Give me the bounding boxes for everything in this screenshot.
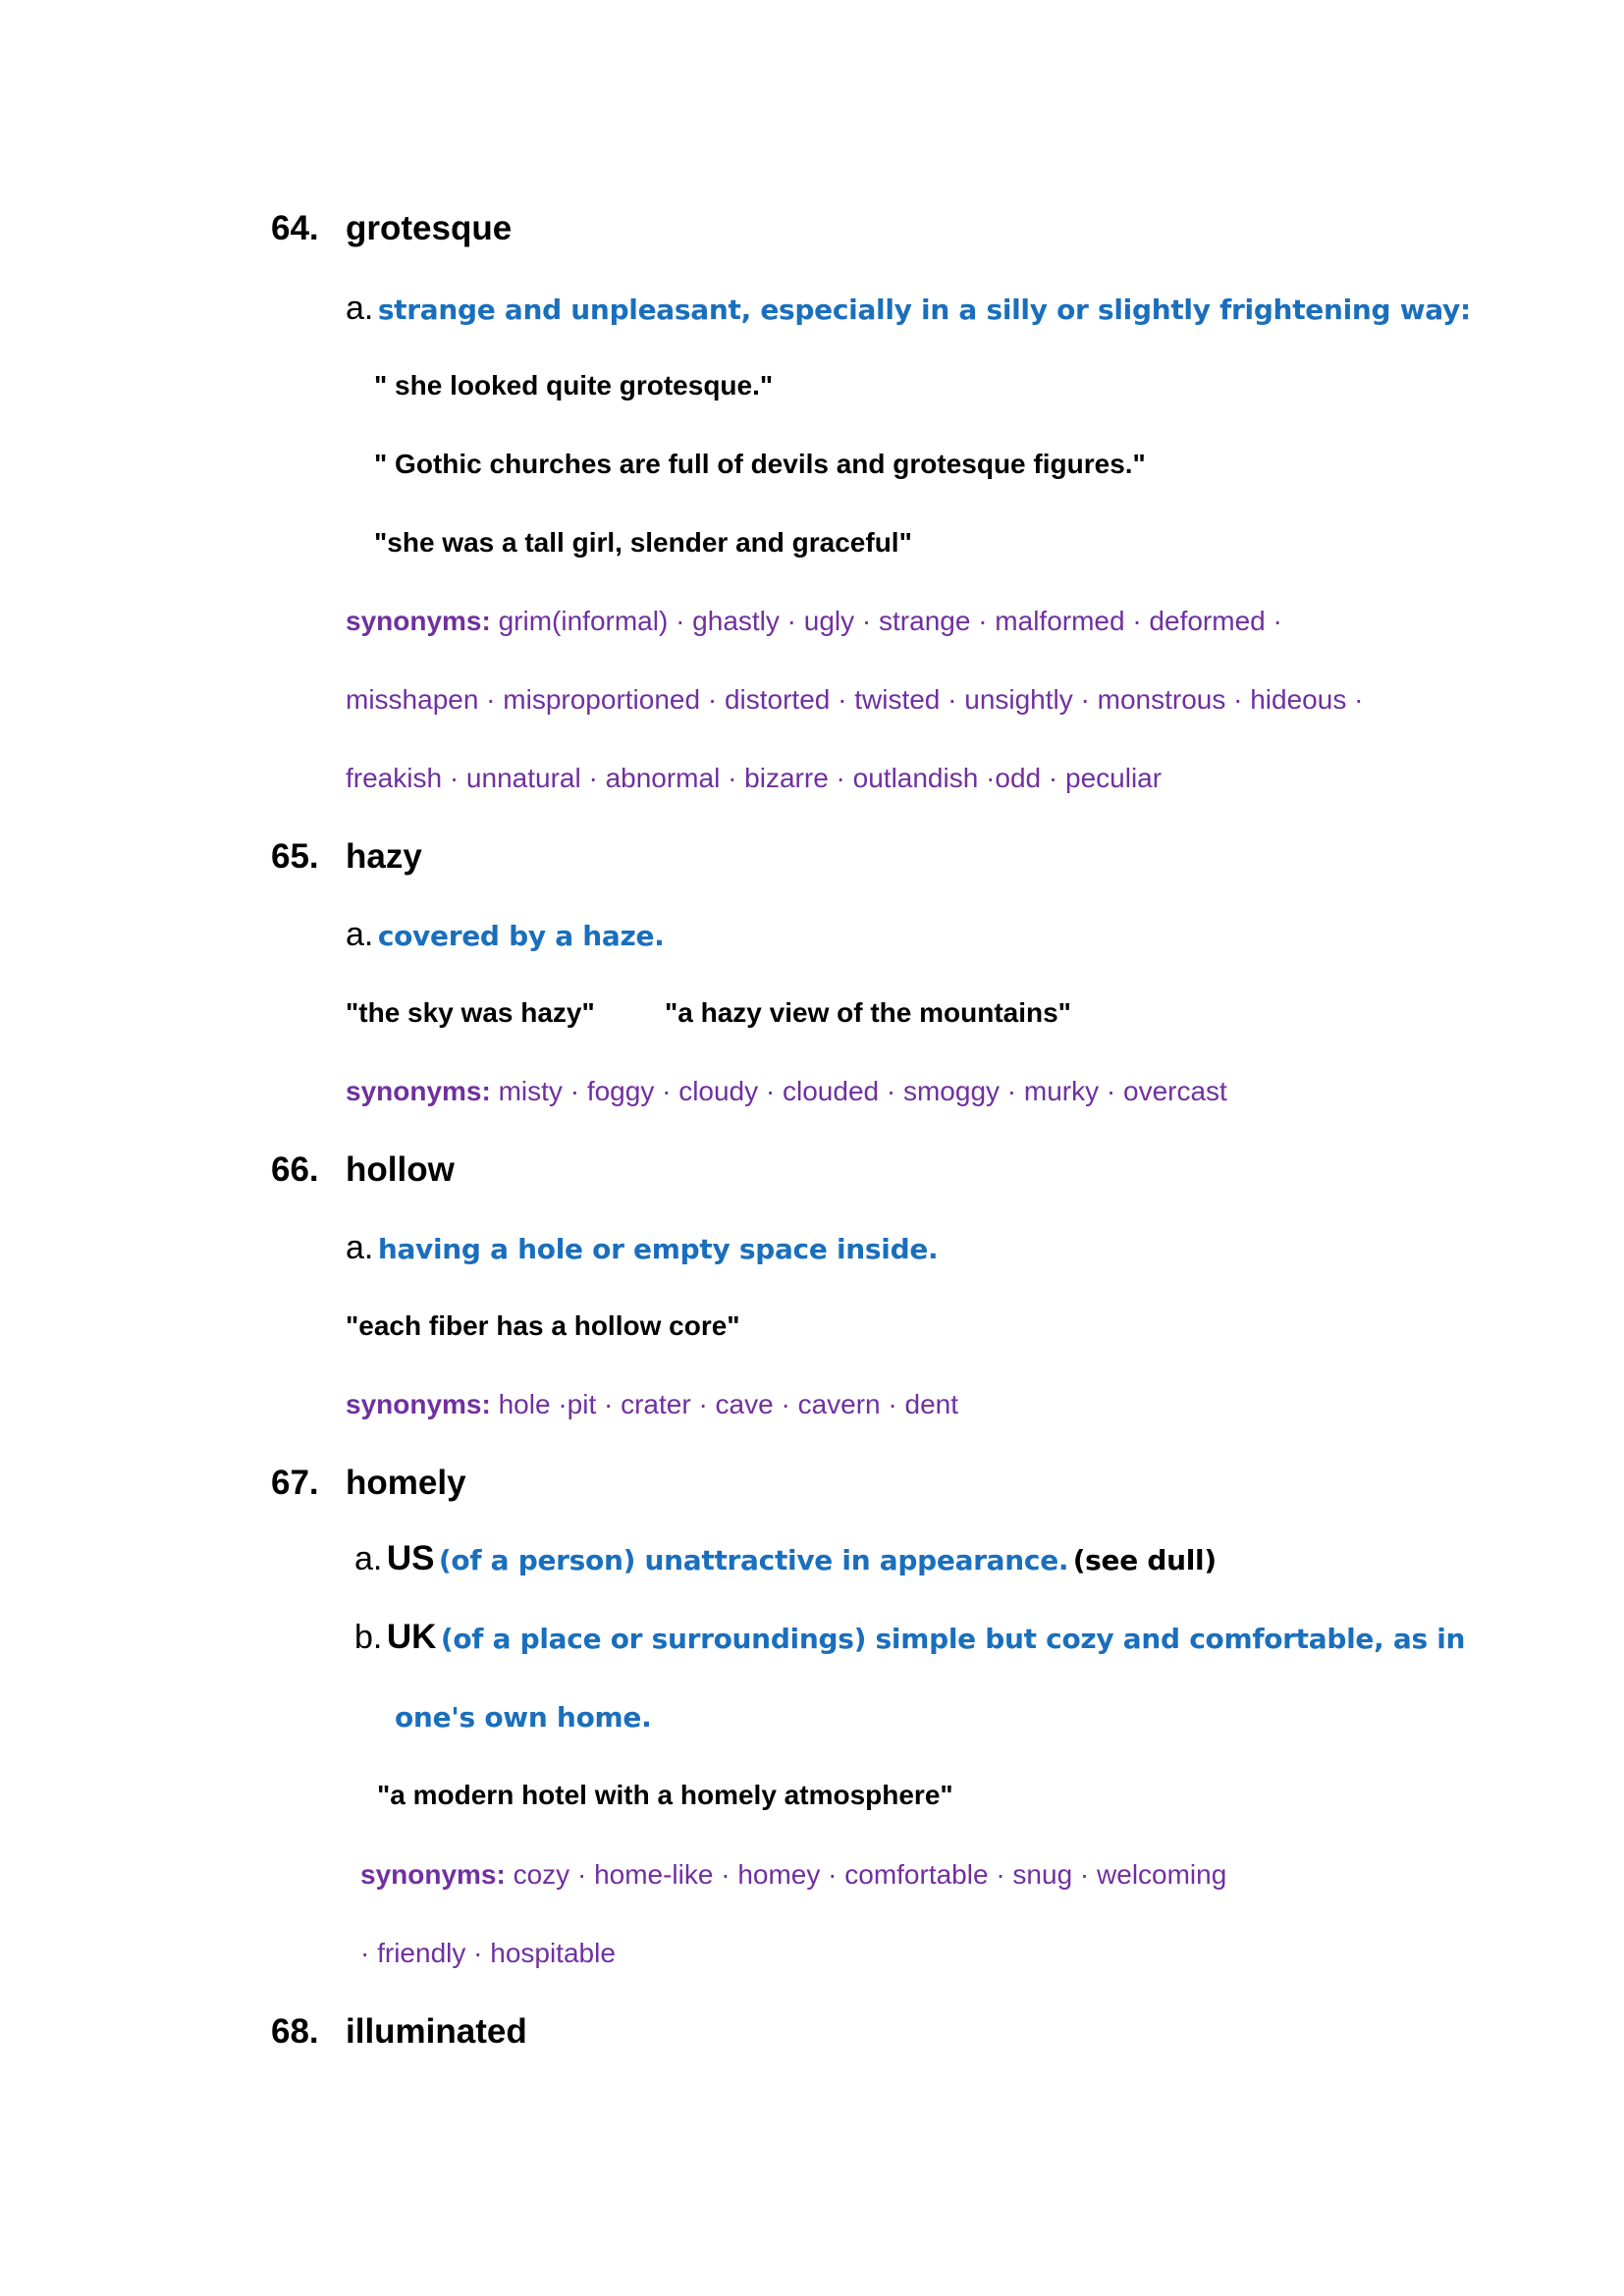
sense-letter: a. xyxy=(346,290,374,327)
entry-word: illuminated xyxy=(346,2012,527,2051)
entry-word: hazy xyxy=(346,837,422,876)
example: "a hazy view of the mountains" xyxy=(665,997,1071,1028)
example: "the sky was hazy" xyxy=(346,997,595,1028)
sense-letter: a. xyxy=(346,916,374,953)
entry-number: 68. xyxy=(271,2012,319,2051)
definition-note: (see dull) xyxy=(1072,1544,1217,1576)
entry-word: hollow xyxy=(346,1150,455,1189)
definition: (of a person) unattractive in appearance. xyxy=(438,1544,1069,1576)
synonyms-line xyxy=(360,1859,1226,1891)
entry-number: 66. xyxy=(271,1150,319,1189)
synonyms-label: synonyms: xyxy=(346,1076,491,1106)
region-label: US xyxy=(386,1539,435,1577)
sense-line xyxy=(346,916,665,954)
definition: having a hole or empty space inside. xyxy=(377,1233,939,1265)
synonyms-text: cozy · home-like · homey · comfortable · snug · welcoming xyxy=(513,1859,1227,1890)
definition: covered by a haze. xyxy=(377,920,665,952)
example: " Gothic churches are full of devils and grotesque figures." xyxy=(374,449,1146,479)
synonyms-text: freakish · unnatural · abnormal · bizarre · outlandish ·odd · peculiar xyxy=(346,763,1163,793)
synonyms-line xyxy=(346,1076,1227,1107)
entry-number: 67. xyxy=(271,1464,319,1502)
synonyms-text: · friendly · hospitable xyxy=(360,1938,616,1968)
sense-line xyxy=(354,1618,1465,1657)
definition: one's own home. xyxy=(395,1701,652,1734)
sense-line xyxy=(346,290,1471,328)
sense-letter: a. xyxy=(354,1540,383,1577)
example: "each fiber has a hollow core" xyxy=(346,1310,740,1341)
synonyms-label: synonyms: xyxy=(360,1859,506,1890)
region-label: UK xyxy=(386,1618,437,1656)
sense-line xyxy=(346,1229,938,1267)
entry-word: grotesque xyxy=(346,209,513,247)
synonyms-text: misty · foggy · cloudy · clouded · smoggy · murky · overcast xyxy=(498,1076,1227,1106)
entry-word: homely xyxy=(346,1464,466,1502)
synonyms-line xyxy=(346,606,1282,637)
synonyms-text: grim(informal) · ghastly · ugly · strange · malformed · deformed · xyxy=(498,606,1282,636)
definition: (of a place or surroundings) simple but cozy and comfortable, as in xyxy=(440,1623,1466,1655)
example: " she looked quite grotesque." xyxy=(374,370,774,400)
sense-letter: b. xyxy=(354,1619,383,1656)
sense-line xyxy=(354,1539,1217,1578)
example: "she was a tall girl, slender and graceful" xyxy=(374,527,912,558)
sense-letter: a. xyxy=(346,1229,374,1266)
definition: strange and unpleasant, especially in a silly or slightly frightening way: xyxy=(377,294,1471,326)
synonyms-text: hole ·pit · crater · cave · cavern · dent xyxy=(498,1389,959,1419)
entry-number: 65. xyxy=(271,837,319,876)
entry-number: 64. xyxy=(271,209,319,247)
synonyms-line xyxy=(346,1389,958,1420)
synonyms-label: synonyms: xyxy=(346,606,491,636)
synonyms-label: synonyms: xyxy=(346,1389,491,1419)
example: "a modern hotel with a homely atmosphere" xyxy=(377,1780,953,1810)
synonyms-text: misshapen · misproportioned · distorted · twisted · unsightly · monstrous · hideous · xyxy=(346,684,1364,715)
